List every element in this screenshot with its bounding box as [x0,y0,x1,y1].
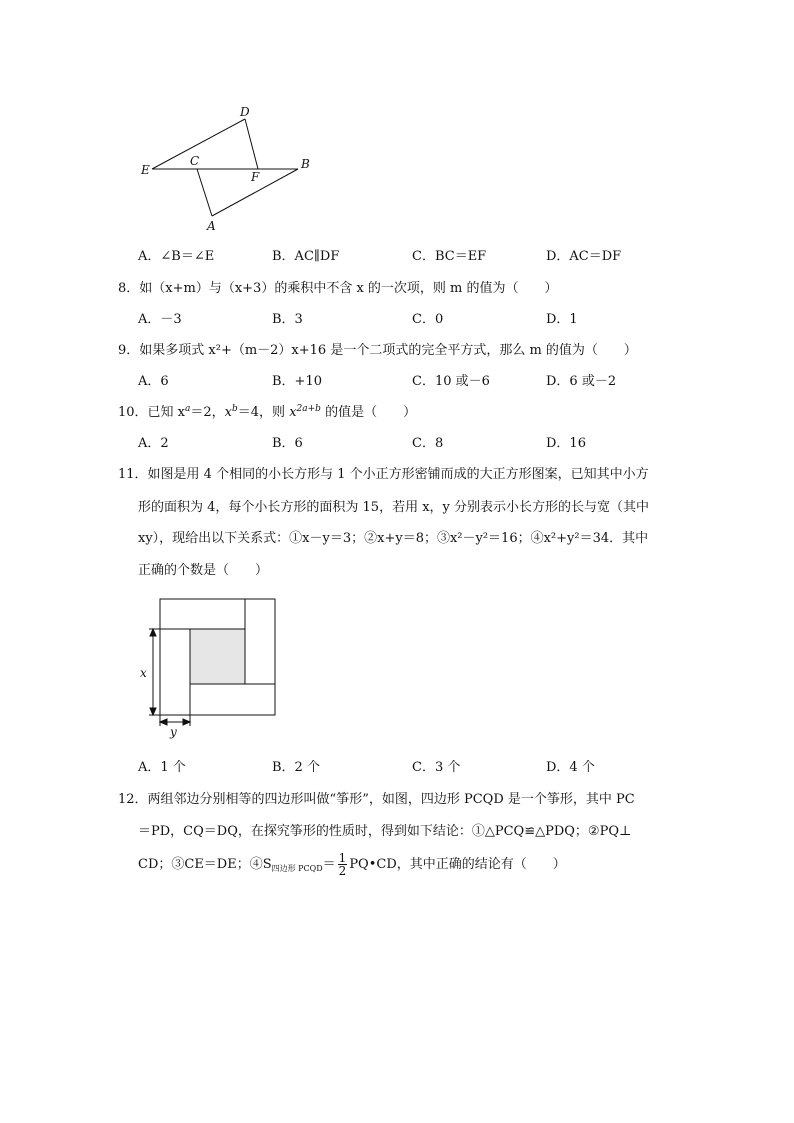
segment-DF [245,119,258,169]
q7-option-d: D．AC＝DF [546,249,622,264]
q10-prefix: 10．已知 x [118,405,186,420]
q8-option-d: D．1 [546,312,578,327]
q12-line-3-b: PQ•CD，其中正确的结论有（ ） [349,857,566,872]
q12-frac-den: 2 [338,864,347,878]
q11-option-a: A．1 个 [138,760,186,775]
q10-option-d: D．16 [546,436,586,451]
q11-option-b: B．2 个 [272,760,320,775]
q11-option-c: C．3 个 [412,760,461,775]
q8-option-a: A．－3 [138,312,182,327]
q10-option-a: A．2 [138,436,169,451]
label-y: y [170,725,177,739]
label-F: F [251,170,260,184]
q10-option-b: B．6 [272,436,303,451]
label-B: B [301,157,310,171]
q11-line-3: xy），现给出以下关系式：①x－y＝3；②x+y＝8；③x²－y²＝16；④x²+y²＝34．其中 [138,531,649,546]
label-A: A [207,219,216,233]
q7-option-c: C．BC＝EF [412,249,487,264]
q9-option-c: C．10 或－6 [412,374,490,389]
q10-option-c: C．8 [412,436,444,451]
q9-option-d: D．6 或－2 [546,374,617,389]
inner-square [190,629,245,684]
q12-line-1: 12．两组邻边分别相等的四边形叫做“筝形”，如图，四边形 PCQD 是一个筝形，其中 PC [118,792,635,807]
q12-line-3-a: CD；③CE＝DE；④S [138,857,272,872]
q12-frac-num: 1 [338,851,347,865]
q9-option-b: B．+10 [272,374,322,389]
q8-text: 8．如（x+m）与（x+3）的乘积中不含 x 的一次项，则 m 的值为（ ） [118,281,558,296]
q9-option-a: A．6 [138,374,169,389]
q12-fraction [338,852,348,877]
q9-text: 9．如果多项式 x²+（m－2）x+16 是一个二项式的完全平方式，那么 m 的值为（ ） [118,343,637,358]
q11-line-1: 11．如图是用 4 个相同的小长方形与 1 个小正方形密铺而成的大正方形图案，已知其中小方 [118,467,649,482]
q7-figure [130,100,330,235]
q12-equals: ＝ [322,857,336,872]
label-C: C [190,154,200,168]
q8-option-c: C．0 [412,312,444,327]
label-D: D [240,105,250,119]
q7-option-b: B．AC∥DF [272,249,340,264]
q8-option-b: B．3 [272,312,303,327]
q12-line-2: ＝PD，CQ＝DQ，在探究筝形的性质时，得到如下结论：①△PCQ≌△PDQ；②PQ⊥ [138,824,632,839]
label-E: E [141,163,150,177]
q11-line-4: 正确的个数是（ ） [138,563,269,578]
q11-line-2: 形的面积为 4，每个小长方形的面积为 15，若用 x，y 分别表示小长方形的长与宽（其中 [138,500,650,515]
segment-CA [197,169,212,216]
q12-line-3 [138,851,566,883]
q12-subscript: 四边形 PCQD [271,864,323,873]
q11-figure [135,595,285,745]
label-x: x [140,666,147,680]
q11-option-d: D．4 个 [546,760,595,775]
q10-text: 10．已知 $x^a=2$，$x^b=4$，则 $x^{2a+b}$ 的值是（ ） [118,404,417,420]
q7-option-a: A．∠B＝∠E [138,249,215,264]
